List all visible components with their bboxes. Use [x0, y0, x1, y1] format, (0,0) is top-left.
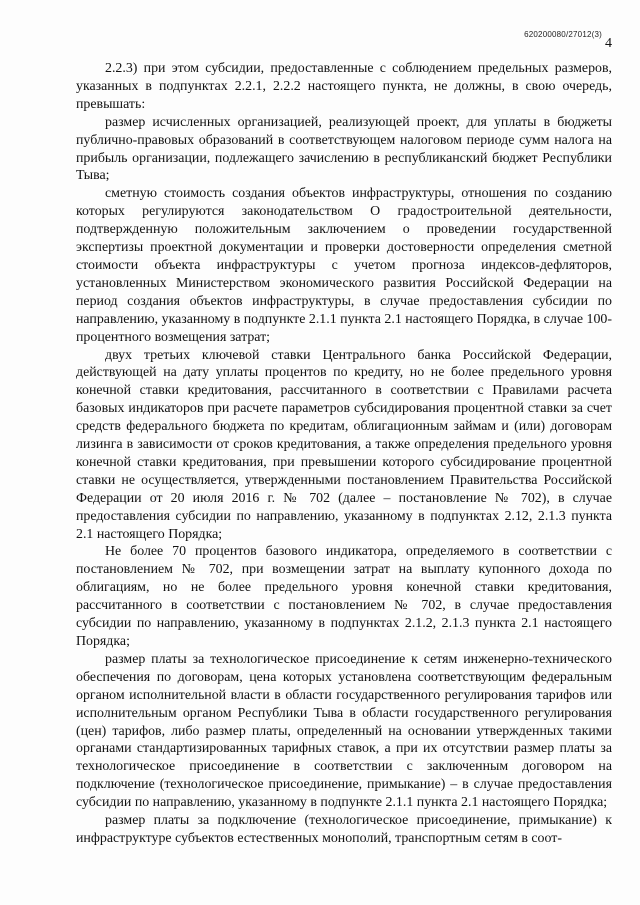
- document-body: [76, 60, 612, 848]
- paragraph-connection-monopolies: размер платы за подключение (технологическое присоединение, примыкание) к инфраструктуре субъектов естественных монополий, транспортным сетям в соот-: [76, 813, 612, 846]
- paragraph-2-2-3: 2.2.3) при этом субсидии, предоставленные с соблюдением предельных размеров, указанных в подпунктах 2.2.1, 2.2.2 настоящего пункта, не должны, в свою очередь, превышать:: [76, 61, 612, 112]
- document-code: 620200080/27012(3): [524, 30, 602, 39]
- page-number: 4: [605, 36, 612, 51]
- paragraph-base-indicator: Не более 70 процентов базового индикатора, определяемого в соответствии с постановлением № 702, при возмещении затрат на выплату купонного дохода по облигациям, но не более предельного уровня конечной ставки кредитования, рассчитанного в соответствии с постановлением № 702, в случае предоставления субсидии по направлению, указанному в подпунктах 2.1.2, 2.1.3 пункта 2.1 настоящего Порядка;: [76, 544, 612, 649]
- paragraph-connection-fee: размер платы за технологическое присоединение к сетям инженерно-технического обеспечения по договорам, цена которых установлена соответствующим федеральным органом исполнительной власти в области государственного регулирования тарифов или исполнительным органом Республики Тыва в области государственного регулирования (цен) тарифов, либо размер платы, определенный на основании утвержденных такими органами стандартизированных тарифных ставок, а при их отсутствии размер платы за технологическое присоединение в соответствии с заключенным договором на подключение (технологическое присоединение, примыкание) – в случае предоставления субсидии по направлению, указанному в подпункте 2.1.1 пункта 2.1 настоящего Порядка;: [76, 651, 612, 811]
- paragraph-estimate-cost: сметную стоимость создания объектов инфраструктуры, отношения по созданию которых регулируются законодательством О градостроительной деятельности, подтвержденную положительным заключением о проведении государственной экспертизы проектной документации и проверки достоверности определения сметной стоимости объекта инфраструктуры с учетом прогноза индексов-дефляторов, установленных Министерством экономического развития Российской Федерации на период создания объектов инфраструктуры, в случае предоставления субсидии по направлению, указанному в подпункте 2.1.1 пункта 2.1 настоящего Порядка, в случае 100-процентного возмещения затрат;: [76, 186, 612, 345]
- paragraph-profit-tax: размер исчисленных организацией, реализующей проект, для уплаты в бюджеты публично-правовых образований в соответствующем налоговом периоде сумм налога на прибыль организации, подлежащего зачислению в республиканский бюджет Республики Тыва;: [76, 114, 612, 184]
- paragraph-key-rate: двух третьих ключевой ставки Центрального банка Российской Федерации, действующей на дату уплаты процентов по кредиту, но не более предельного уровня конечной ставки кредитования, рассчитанного в соответствии с Правилами расчета базовых индикаторов при расчете параметров субсидирования процентной ставки за счет средств федерального бюджета по кредитам, облигационным займам и (или) договорам лизинга в зависимости от сроков кредитования, а также определения предельного уровня конечной ставки кредитования, при превышении которого субсидирование процентной ставки не осуществляется, утвержденными постановлением Правительства Российской Федерации от 20 июля 2016 г. № 702 (далее – постановление № 702), в случае предоставления субсидии по направлению, указанному в подпунктах 2.12, 2.1.3 пункта 2.1 настоящего Порядка;: [76, 347, 612, 542]
